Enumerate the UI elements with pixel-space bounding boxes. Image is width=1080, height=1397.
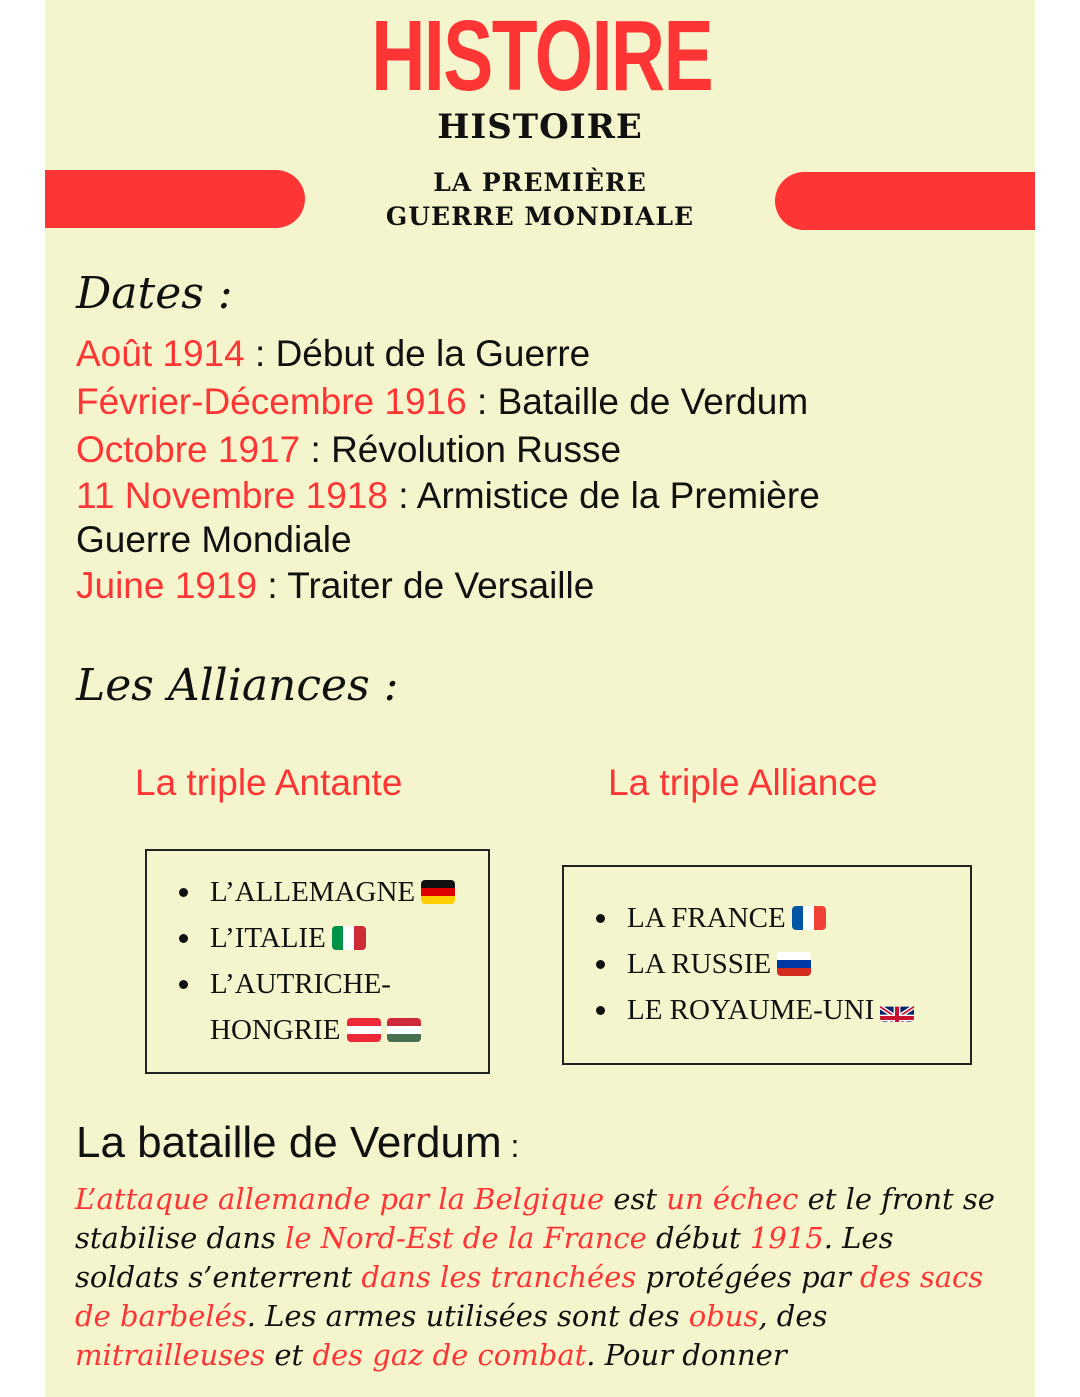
paragraph-text: et bbox=[265, 1338, 313, 1372]
country-name: LA FRANCE bbox=[627, 902, 786, 934]
alliances-heading: Les Alliances : bbox=[76, 660, 399, 711]
subtitle-line-2: GUERRE MONDIALE bbox=[385, 202, 695, 231]
verdun-paragraph bbox=[75, 1180, 1005, 1375]
dates-heading: Dates : bbox=[76, 268, 233, 319]
paragraph-text: . Les armes utilisées sont des bbox=[246, 1299, 689, 1333]
country-name: L’AUTRICHE-HONGRIE bbox=[210, 968, 391, 1046]
italy-flag-icon bbox=[332, 926, 366, 950]
country-item bbox=[175, 961, 440, 1053]
separator: : bbox=[257, 565, 288, 606]
separator: : bbox=[244, 333, 276, 374]
paragraph-text: et le front se stabilise dans bbox=[75, 1182, 995, 1255]
separator: : bbox=[501, 1128, 520, 1164]
verdun-heading bbox=[76, 1118, 519, 1168]
date-label: 11 Novembre 1918 bbox=[76, 475, 388, 516]
date-event: Traiter de Versaille bbox=[287, 565, 595, 606]
highlighted-text: dans les tranchées bbox=[361, 1260, 637, 1294]
date-event: Bataille de Verdum bbox=[497, 381, 809, 422]
highlighted-text: L’attaque allemande par la Belgique bbox=[75, 1182, 605, 1216]
subtitle-line-1: LA PREMIÈRE bbox=[433, 168, 647, 197]
highlighted-text: obus bbox=[688, 1299, 759, 1333]
date-item bbox=[76, 562, 976, 610]
date-event: Révolution Russe bbox=[331, 429, 622, 470]
country-name: LA RUSSIE bbox=[627, 948, 772, 980]
triple-alliance-title: La triple Alliance bbox=[608, 762, 878, 803]
date-label: Juine 1919 bbox=[76, 565, 258, 606]
decorative-bar-right bbox=[775, 172, 1035, 230]
country-item bbox=[592, 941, 970, 987]
austria-flag-icon bbox=[347, 1018, 381, 1042]
paragraph-text: protégées par bbox=[636, 1260, 861, 1294]
date-item bbox=[76, 378, 976, 426]
highlighted-text: des gaz de combat bbox=[312, 1338, 587, 1372]
date-item bbox=[76, 474, 916, 562]
date-label: Octobre 1917 bbox=[76, 429, 301, 470]
paragraph-text: , des bbox=[758, 1299, 828, 1333]
triple-antante-title: La triple Antante bbox=[135, 762, 403, 803]
dates-list bbox=[76, 330, 976, 610]
date-item bbox=[76, 426, 976, 474]
highlighted-text: mitrailleuses bbox=[75, 1338, 266, 1372]
country-name: L’ITALIE bbox=[210, 922, 326, 954]
triple-antante-box bbox=[145, 849, 490, 1074]
decorative-bar-left bbox=[45, 170, 305, 228]
date-event: Armistice de la Première Guerre Mondiale bbox=[76, 475, 820, 560]
paragraph-text: début bbox=[646, 1221, 750, 1255]
country-item bbox=[592, 987, 970, 1033]
paragraph-text: est bbox=[604, 1182, 667, 1216]
paragraph-text: . Pour donner bbox=[586, 1338, 787, 1372]
paragraph-text: . Les soldats s’enterrent bbox=[75, 1221, 894, 1294]
title-histoire-large: HISTOIRE bbox=[371, 0, 713, 112]
highlighted-text: des sacs de barbelés bbox=[75, 1260, 984, 1333]
country-item bbox=[592, 895, 970, 941]
germany-flag-icon bbox=[421, 880, 455, 904]
verdun-heading-text: La bataille de Verdum bbox=[76, 1118, 502, 1167]
highlighted-text: 1915 bbox=[749, 1221, 824, 1255]
triple-alliance-box bbox=[562, 865, 972, 1065]
country-name: LE ROYAUME-UNI bbox=[627, 994, 875, 1026]
subtitle bbox=[305, 166, 775, 234]
country-item bbox=[175, 915, 488, 961]
date-label: Février-Décembre 1916 bbox=[76, 381, 467, 422]
date-item bbox=[76, 330, 976, 378]
hungary-flag-icon bbox=[387, 1018, 421, 1042]
separator: : bbox=[300, 429, 332, 470]
country-name: L’ALLEMAGNE bbox=[210, 876, 416, 908]
date-event: Début de la Guerre bbox=[275, 333, 591, 374]
separator: : bbox=[466, 381, 498, 422]
page bbox=[45, 0, 1035, 1397]
country-item bbox=[175, 869, 488, 915]
highlighted-text: un échec bbox=[666, 1182, 799, 1216]
uk-flag-icon bbox=[880, 998, 914, 1022]
title-histoire-overlay: HISTOIRE bbox=[437, 107, 643, 147]
separator: : bbox=[387, 475, 417, 516]
date-label: Août 1914 bbox=[76, 333, 245, 374]
russia-flag-icon bbox=[777, 952, 811, 976]
highlighted-text: le Nord-Est de la France bbox=[285, 1221, 647, 1255]
france-flag-icon bbox=[792, 906, 826, 930]
